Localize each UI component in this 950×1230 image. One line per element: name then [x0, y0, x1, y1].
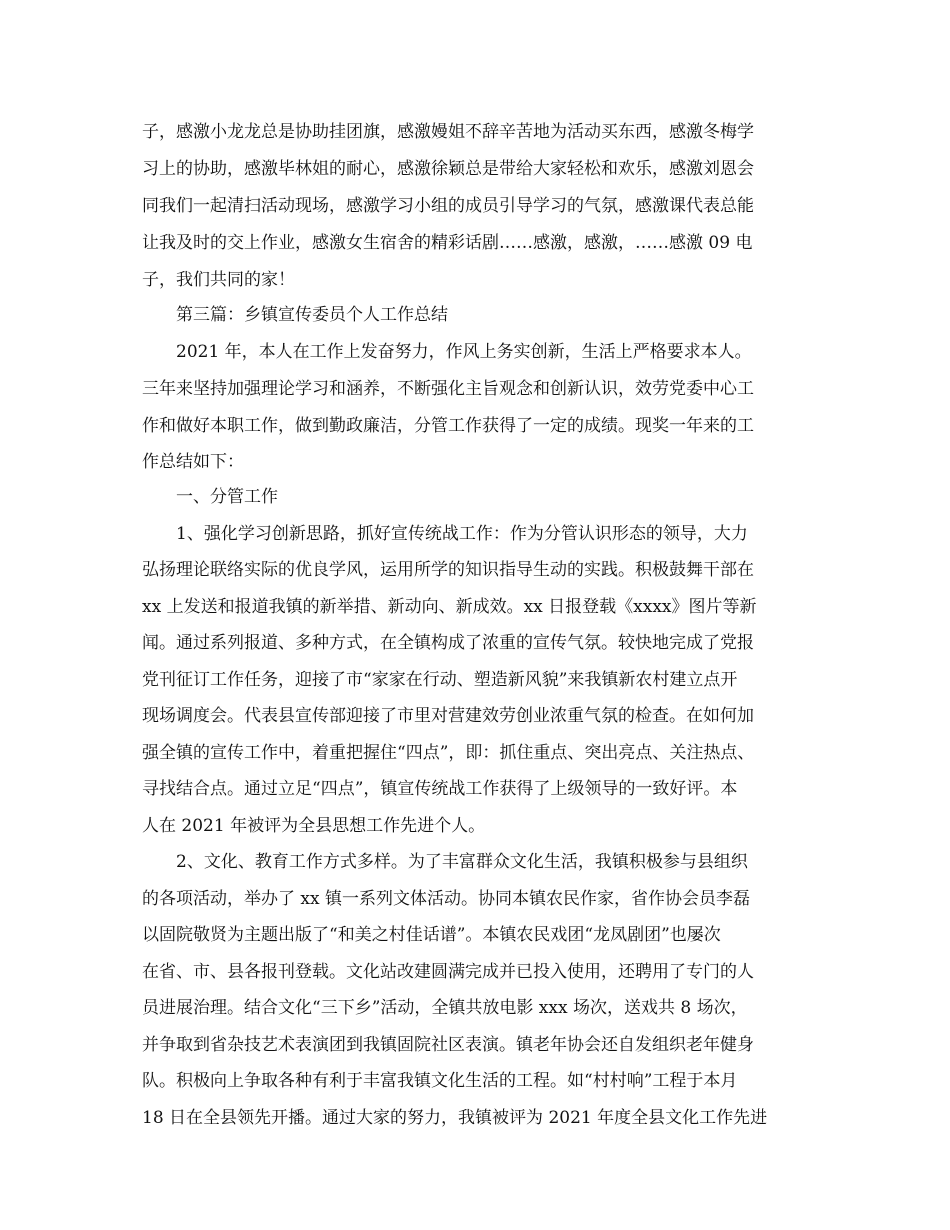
text-line: 强全镇的宣传工作中，着重把握住“四点”，即：抓住重点、突出亮点、关注热点、	[142, 743, 755, 763]
paragraph-start: 2、文化、教育工作方式多样。为了丰富群众文化生活，我镇积极参与县组织	[176, 852, 748, 872]
text-line: 习上的协助，感激毕林姐的耐心，感激徐颖总是带给大家轻松和欢乐，感激刘恩会	[142, 159, 754, 179]
paragraph-start: 1、强化学习创新思路，抓好宣传统战工作：作为分管认识形态的领导，大力	[176, 524, 748, 544]
text-line: 同我们一起清扫活动现场，感激学习小组的成员引导学习的气氛，感激课代表总能	[142, 196, 754, 216]
text-line: 三年来坚持加强理论学习和涵养，不断强化主旨观念和创新认识，效劳党委中心工	[142, 379, 754, 399]
text-line: 作和做好本职工作，做到勤政廉洁，分管工作获得了一定的成绩。现奖一年来的工	[142, 416, 754, 436]
text-line: 员进展治理。结合文化“三下乡”活动，全镇共放电影 xxx 场次，送戏共 8 场次，	[142, 998, 748, 1018]
text-line: 以固院敬贤为主题出版了“和美之村佳话谱”。本镇农民戏团“龙凤剧团”也屡次	[142, 925, 721, 945]
text-line: 弘扬理论联络实际的优良学风，运用所学的知识指导生动的实践。积极鼓舞干部在	[142, 560, 754, 580]
text-line: xx 上发送和报道我镇的新举措、新动向、新成效。xx 日报登载《xxxx》图片等新	[142, 597, 757, 617]
text-line: 子，我们共同的家！	[142, 270, 295, 290]
text-line: 的各项活动，举办了 xx 镇一系列文体活动。协同本镇农民作家，省作协会员李磊	[142, 889, 750, 909]
text-line: 子，感激小龙龙总是协助挂团旗，感激嫚姐不辞辛苦地为活动买东西，感激冬梅学	[142, 122, 754, 142]
text-line: 寻找结合点。通过立足“四点”，镇宣传统战工作获得了上级领导的一致好评。本	[142, 779, 738, 799]
text-line: 并争取到省杂技艺术表演团到我镇固院社区表演。镇老年协会还自发组织老年健身	[142, 1035, 754, 1055]
text-line: 闻。通过系列报道、多种方式，在全镇构成了浓重的宣传气氛。较快地完成了党报	[142, 633, 754, 653]
section-heading: 第三篇：乡镇宣传委员个人工作总结	[176, 305, 448, 325]
paragraph-start: 2021 年，本人在工作上发奋努力，作风上务实创新，生活上严格要求本人。	[176, 342, 752, 362]
text-line: 队。积极向上争取各种有利于丰富我镇文化生活的工程。如“村村响”工程于本月	[142, 1071, 738, 1091]
text-line: 现场调度会。代表县宣传部迎接了市里对营建效劳创业浓重气氛的检查。在如何加	[142, 706, 754, 726]
text-line: 党刊征订工作任务，迎接了市“家家在行动、塑造新风貌”来我镇新农村建立点开	[142, 670, 738, 690]
text-line: 人在 2021 年被评为全县思想工作先进个人。	[142, 816, 486, 836]
text-line: 让我及时的交上作业，感激女生宿舍的精彩话剧……感激，感激，……感激 09 电	[142, 233, 753, 253]
subsection-heading: 一、分管工作	[176, 487, 278, 507]
text-line: 18 日在全县领先开播。通过大家的努力，我镇被评为 2021 年度全县文化工作先进	[142, 1108, 768, 1128]
text-line: 在省、市、县各报刊登载。文化站改建圆满完成并已投入使用，还聘用了专门的人	[142, 962, 754, 982]
text-line: 作总结如下：	[142, 452, 244, 472]
